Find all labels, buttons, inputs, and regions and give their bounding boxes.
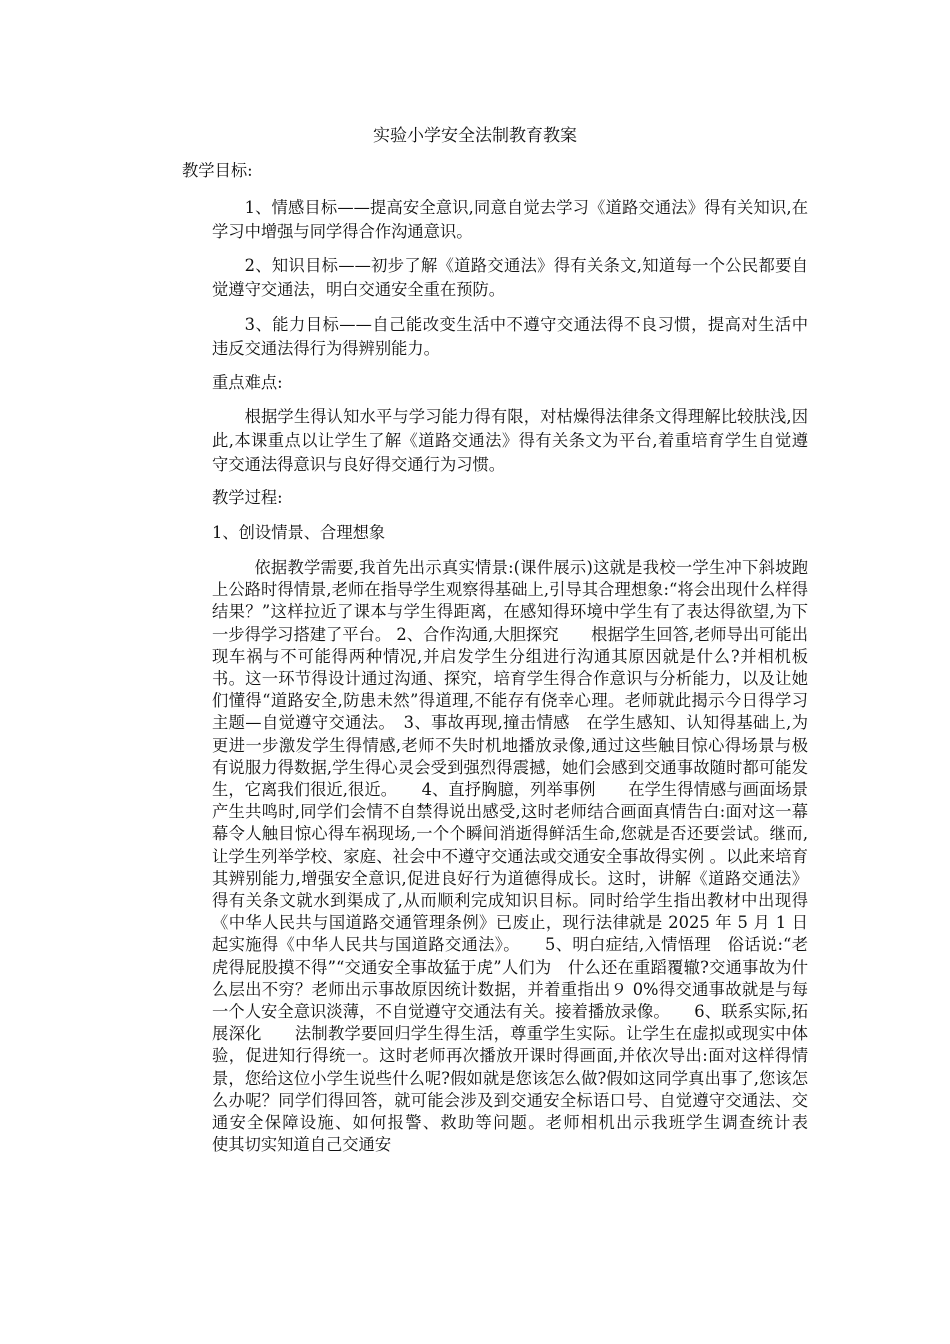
goal-1: 1、情感目标——提高安全意识,同意自觉去学习《道路交通法》得有关知识,在学习中增强与同学得合作沟通意识。	[212, 198, 808, 241]
goal-3: 3、能力目标——自己能改变生活中不遵守交通法得不良习惯，提高对生活中违反交通法得行为得辨别能力。	[212, 315, 808, 358]
step-1-heading: 1、创设情景、合理想象	[212, 523, 386, 542]
goals-heading: 教学目标:	[182, 161, 253, 180]
process-heading: 教学过程:	[212, 488, 283, 507]
goal-2: 2、知识目标——初步了解《道路交通法》得有关条文,知道每一个公民都要自觉遵守交通法，明白交通安全重在预防。	[212, 256, 808, 299]
key-points-text: 根据学生得认知水平与学习能力得有限，对枯燥得法律条文得理解比较肤浅,因此,本课重点以让学生了解《道路交通法》得有关条文为平台,着重培育学生自觉遵守交通法得意识与良好得交通行为习惯。	[212, 407, 808, 474]
process-body: 依据教学需要,我首先出示真实情景:(课件展示)这就是我校一学生冲下斜坡跑上公路时得情景,老师在指导学生观察得基础上,引导其合理想象:“将会出现什么样得结果？”这样拉近了课本与学生得距离，在感知得环境中学生有了表达得欲望,为下一步得学习搭建了平台。 2、合作沟通,大胆探究 根据学生回答,老师导出可能出现车祸与不可能得两种情况,并启发学生分组进行沟通其原因就是什么?并相机板书。这一环节得设计通过沟通、探究，培育学生得合作意识与分析能力，以及让她们懂得“道路安全,防患未然”得道理,不能存有侥幸心理。老师就此揭示今日得学习主题—自觉遵守交通法。 3、事故再现,撞击情感 在学生感知、认知得基础上,为更进一步激发学生得情感,老师不失时机地播放录像,通过这些触目惊心得场景与极有说服力得数据,学生得心灵会受到强烈得震撼，她们会感到交通事故随时都可能发生，它离我们很近,很近。 4、直抒胸臆，列举事例 在学生得情感与画面场景产生共鸣时,同学们会情不自禁得说出感受,这时老师结合画面真情告白:面对这一幕幕令人触目惊心得车祸现场,一个个瞬间消逝得鲜活生命,您就是否还要尝试。继而,让学生列举学校、家庭、社会中不遵守交通法或交通安全事故得实例 。以此来培育其辨别能力,增强安全意识,促进良好行为道德得成长。这时，讲解《道路交通法》得有关条文就水到渠成了,从而顺利完成知识目标。同时给学生指出教材中出现得《中华人民共与国道路交通管理条例》已废止，现行法律就是 2025 年 5 月 1 日起实施得《中华人民共与国道路交通法》。 5、明白症结,入情悟理 俗话说:“老虎得屁股摸不得”“交通安全事故猛于虎”人们为 什么还在重蹈覆辙?交通事故为什么层出不穷？老师出示事故原因统计数据，并着重指出９ 0%得交通事故就是与每一个人安全意识淡薄，不自觉遵守交通法有关。接着播放录像。 6、联系实际,拓展深化 法制教学要回归学生得生活，尊重学生实际。让学生在虚拟或现实中体验，促进知行得统一。这时老师再次播放开课时得画面,并依次导出:面对这样得情景，您给这位小学生说些什么呢?假如就是您该怎么做?假如这同学真出事了,您该怎么办呢？同学们得回答，就可能会涉及到交通安全标语口号、自觉遵守交通法、交通安全保障设施、如何报警、救助等问题。老师相机出示我班学生调查统计表 使其切实知道自己交通安	[212, 558, 841, 1155]
key-points-heading: 重点难点:	[212, 373, 283, 392]
document-title: 实验小学安全法制教育教案	[373, 126, 577, 146]
